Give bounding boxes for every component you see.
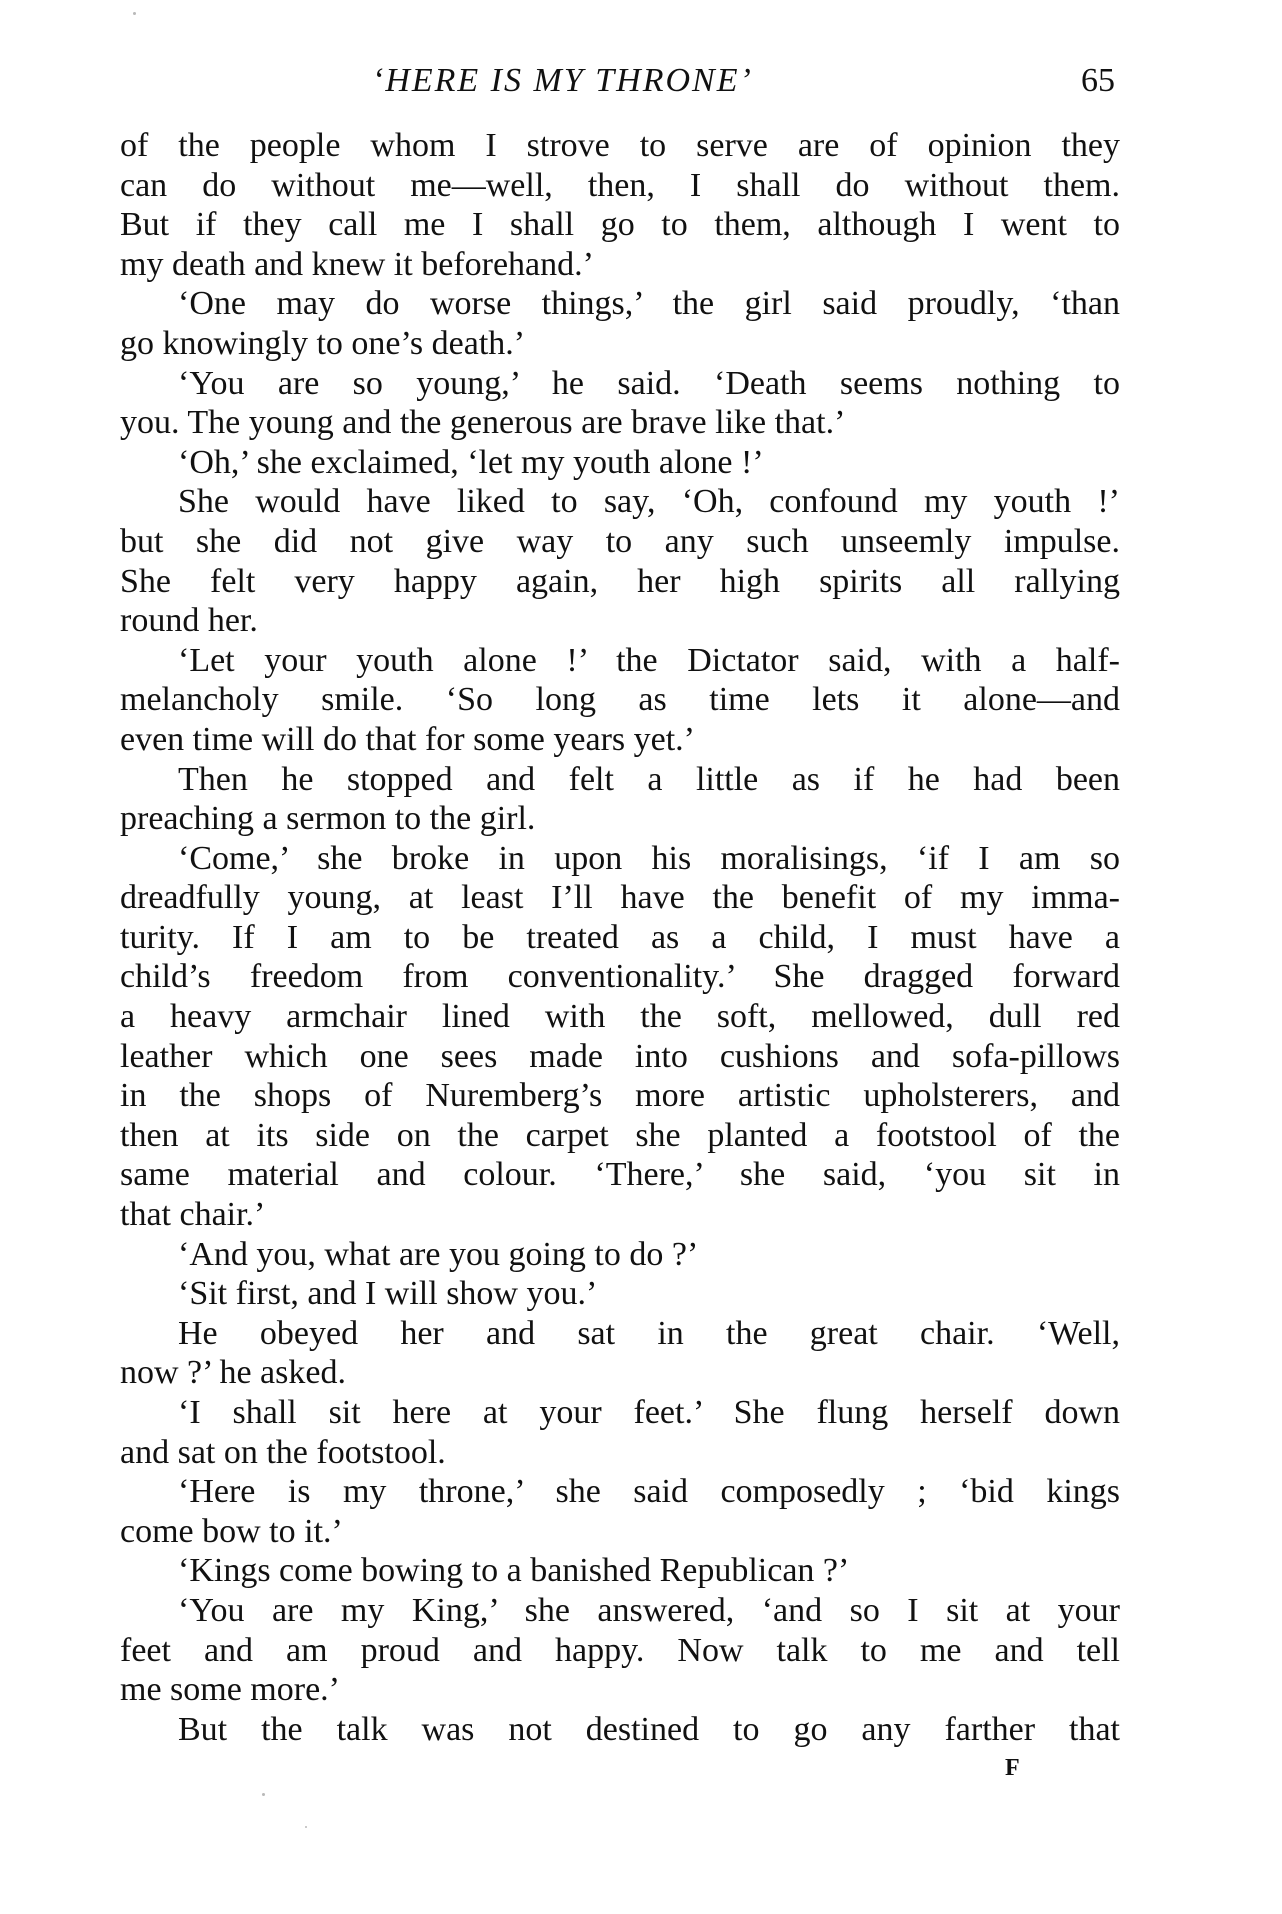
text-line: But the talk was not destined to go any farther that — [178, 1710, 1120, 1748]
text-line: feet and am proud and happy. Now talk to me and tell — [120, 1631, 1120, 1669]
text-line: go knowingly to one’s death.’ — [120, 324, 526, 362]
text-line: turity. If I am to be treated as a child, I must have a — [120, 918, 1120, 956]
text-line: ‘I shall sit here at your feet.’ She flung herself down — [178, 1394, 1120, 1431]
page-number: 65 — [1081, 62, 1115, 99]
text-line: Then he stopped and felt a little as if he had been — [178, 760, 1120, 798]
text-line: preaching a sermon to the girl. — [120, 800, 536, 838]
text-line: you. The young and the generous are brave like that.’ — [120, 404, 846, 442]
text-line: ‘Kings come bowing to a banished Republican ?’ — [178, 1552, 850, 1590]
text-line: leather which one sees made into cushions and sofa-pillows — [120, 1037, 1120, 1075]
text-line: even time will do that for some years yet.’ — [120, 720, 695, 758]
text-line: dreadfully young, at least I’ll have the benefit of my imma- — [120, 879, 1120, 917]
text-line: He obeyed her and sat in the great chair. ‘Well, — [178, 1314, 1120, 1352]
text-line: in the shops of Nuremberg’s more artistic upholsterers, and — [120, 1077, 1120, 1115]
text-line: that chair.’ — [120, 1196, 266, 1234]
text-line: can do without me—well, then, I shall do without them. — [120, 166, 1120, 204]
running-title: ‘HERE IS MY THRONE’ — [372, 62, 753, 99]
text-line: my death and knew it beforehand.’ — [120, 245, 594, 283]
text-line: ‘Oh,’ she exclaimed, ‘let my youth alone !’ — [178, 443, 764, 481]
text-line: ‘You are so young,’ he said. ‘Death seems nothing to — [178, 364, 1120, 402]
text-line: ‘Come,’ she broke in upon his moralisings, ‘if I am so — [178, 839, 1120, 877]
text-line: ‘One may do worse things,’ the girl said proudly, ‘than — [178, 285, 1120, 323]
text-line: ‘And you, what are you going to do ?’ — [178, 1235, 699, 1273]
text-line: me some more.’ — [120, 1671, 340, 1709]
text-line: then at its side on the carpet she planted a footstool of the — [120, 1116, 1120, 1154]
text-line: same material and colour. ‘There,’ she said, ‘you sit in — [120, 1156, 1120, 1194]
text-line: round her. — [120, 602, 258, 640]
signature-mark: F — [1005, 1755, 1020, 1781]
text-line: She would have liked to say, ‘Oh, confound my youth !’ — [178, 483, 1120, 521]
text-line: come bow to it.’ — [120, 1512, 343, 1550]
text-line: ‘Here is my throne,’ she said composedly ; ‘bid kings — [178, 1473, 1120, 1511]
text-line: and sat on the footstool. — [120, 1433, 446, 1471]
text-line: of the people whom I strove to serve are of opinion they — [120, 127, 1120, 164]
text-line: But if they call me I shall go to them, although I went to — [120, 206, 1120, 244]
text-line: ‘You are my King,’ she answered, ‘and so I sit at your — [178, 1591, 1120, 1629]
print-speck — [262, 1793, 265, 1796]
text-line: now ?’ he asked. — [120, 1354, 346, 1392]
running-head — [120, 62, 1120, 102]
text-line: melancholy smile. ‘So long as time lets it alone—and — [120, 681, 1120, 719]
print-speck — [305, 1826, 307, 1828]
text-line: ‘Let your youth alone !’ the Dictator said, with a half- — [178, 641, 1120, 679]
text-line: a heavy armchair lined with the soft, mellowed, dull red — [120, 998, 1120, 1036]
text-line: ‘Sit first, and I will show you.’ — [178, 1275, 598, 1313]
print-speck — [133, 12, 136, 15]
text-body — [120, 126, 1120, 1749]
text-line: but she did not give way to any such unseemly impulse. — [120, 522, 1120, 560]
text-line: She felt very happy again, her high spirits all rallying — [120, 562, 1120, 600]
text-line: child’s freedom from conventionality.’ She dragged forward — [120, 958, 1120, 996]
